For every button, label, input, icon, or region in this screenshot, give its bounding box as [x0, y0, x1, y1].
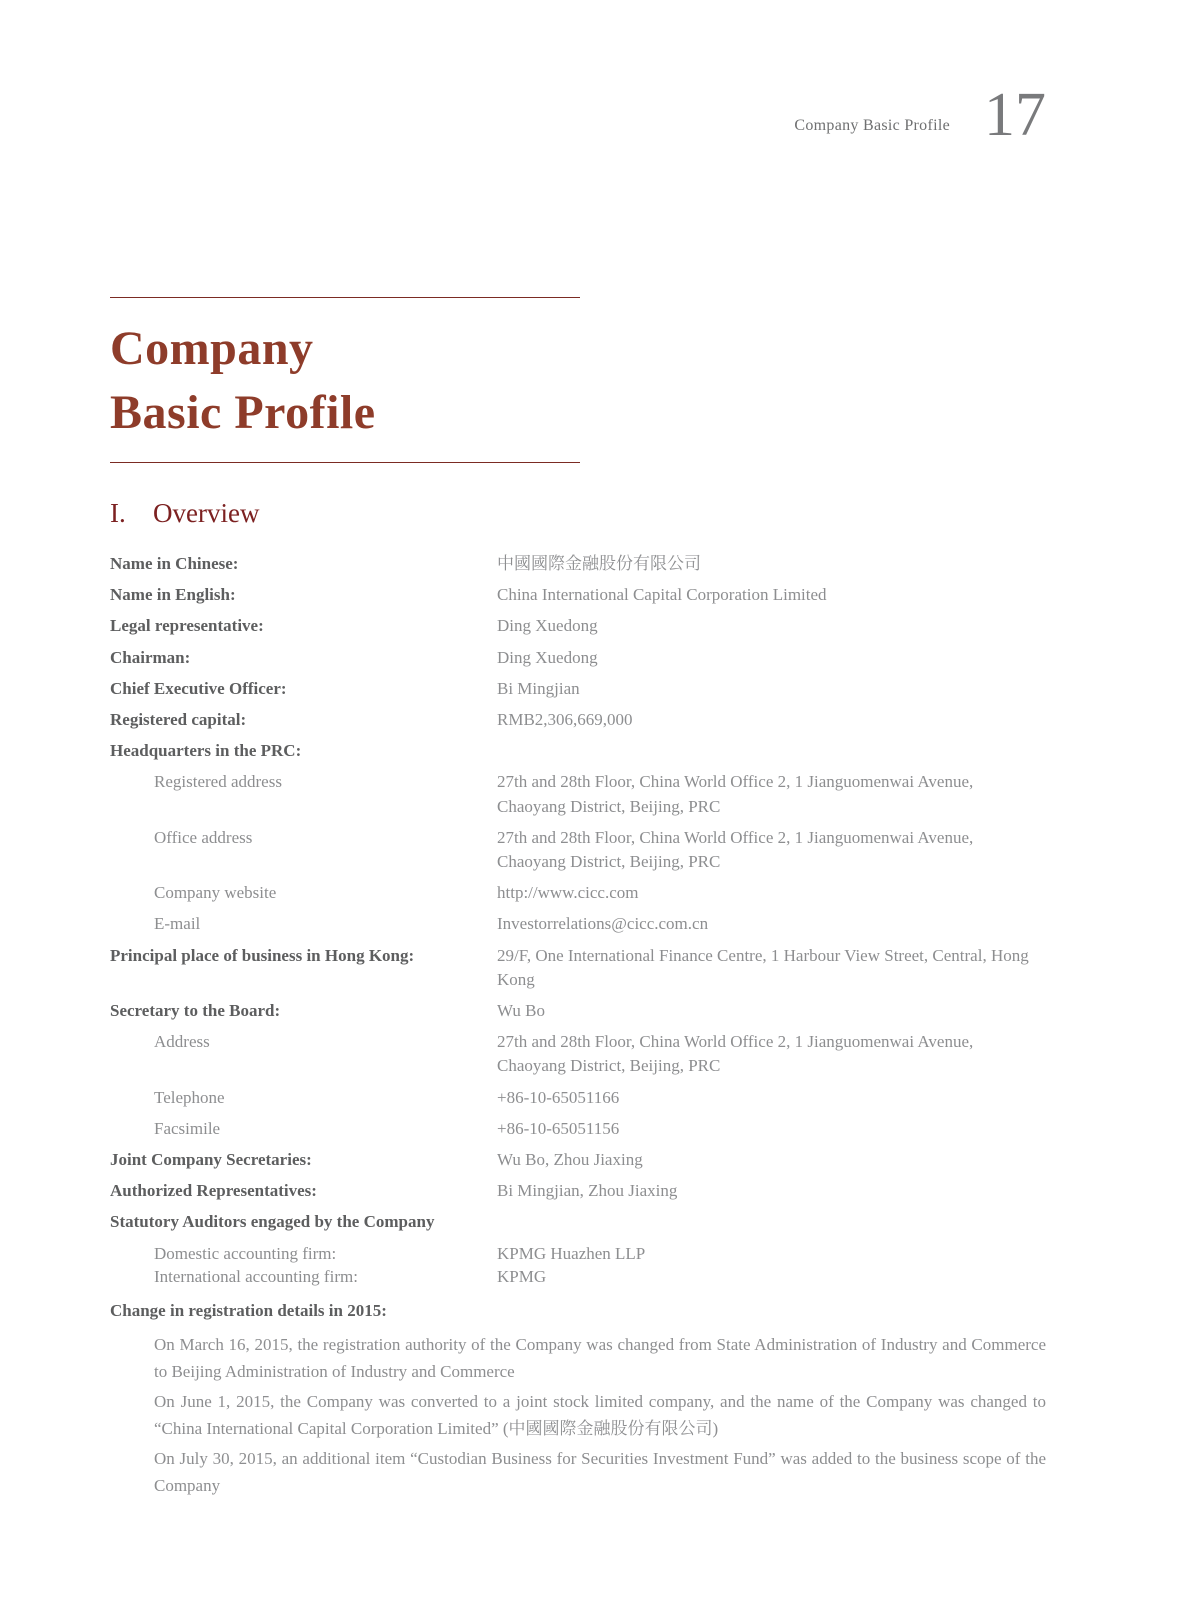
profile-row: [110, 1030, 1046, 1078]
profile-label: Chief Executive Officer:: [110, 678, 287, 698]
profile-label: Chairman:: [110, 647, 191, 667]
section-heading: [110, 497, 1046, 530]
profile-label: Principal place of business in Hong Kong:: [110, 945, 415, 965]
profile-label: Statutory Auditors engaged by the Company: [110, 1212, 435, 1232]
profile-label: Registered address: [154, 772, 282, 792]
profile-row: [110, 1148, 1046, 1172]
registration-change-paragraph: On June 1, 2015, the Company was converted to a joint stock limited company, and the name of the Company was changed to “China International Capital Corporation Limited” (中國國際金融股份有限公司): [154, 1391, 1046, 1439]
profile-value: [497, 1210, 1046, 1234]
profile-label: Office address: [154, 827, 253, 847]
profile-row: [110, 912, 1046, 936]
profile-row: [110, 881, 1046, 905]
profile-label: Company website: [154, 883, 277, 903]
profile-value: Investorrelations@cicc.com.cn: [497, 914, 709, 934]
profile-label: Change in registration details in 2015:: [110, 1300, 387, 1320]
profile-label: Name in Chinese:: [110, 554, 239, 573]
profile-value: 中國國際金融股份有限公司: [497, 554, 701, 573]
profile-label: Secretary to the Board:: [110, 1001, 281, 1021]
section-title: Overview: [153, 498, 260, 528]
profile-label: Legal representative:: [110, 616, 264, 636]
profile-value: 27th and 28th Floor, China World Office 2, 1 Jianguomenwai Avenue, Chaoyang District, Beijing, PRC: [497, 772, 974, 816]
profile-label: Address: [154, 1032, 210, 1052]
page-header: [794, 81, 1046, 149]
profile-value: Bi Mingjian, Zhou Jiaxing: [497, 1181, 678, 1201]
chapter-title-block: [110, 297, 1046, 463]
profile-row: [110, 999, 1046, 1023]
profile-row: [110, 583, 1046, 607]
profile-row: [110, 708, 1046, 732]
profile-label: Domestic accounting firm:: [154, 1243, 337, 1263]
profile-row: [110, 944, 1046, 992]
profile-row: [110, 646, 1046, 670]
profile-row: [110, 1086, 1046, 1110]
profile-table: [110, 552, 1046, 1323]
chapter-title-line2: Basic Profile: [110, 386, 376, 439]
profile-row: [110, 614, 1046, 638]
profile-row: [110, 826, 1046, 874]
profile-value: KPMG: [497, 1267, 547, 1287]
profile-value: KPMG Huazhen LLP: [497, 1243, 646, 1263]
profile-label: Name in English:: [110, 585, 236, 605]
profile-value: +86-10-65051166: [497, 1087, 620, 1107]
profile-label: Facsimile: [154, 1118, 221, 1138]
title-top-rule: [110, 297, 580, 298]
profile-label: Authorized Representatives:: [110, 1181, 317, 1201]
profile-label: Headquarters in the PRC:: [110, 741, 302, 761]
profile-row: [110, 770, 1046, 818]
profile-row: [110, 552, 1046, 576]
chapter-title-line1: Company: [110, 322, 314, 375]
profile-value: 27th and 28th Floor, China World Office 2, 1 Jianguomenwai Avenue, Chaoyang District, Beijing, PRC: [497, 827, 974, 872]
profile-label: International accounting firm:: [154, 1267, 358, 1287]
header-section-label: Company Basic Profile: [794, 117, 950, 134]
profile-value: [497, 1299, 1046, 1323]
section-numeral: I.: [110, 498, 126, 528]
profile-row: [110, 1265, 1046, 1289]
profile-value: Ding Xuedong: [497, 616, 598, 636]
chapter-title: [110, 317, 1046, 445]
profile-value: http://www.cicc.com: [497, 883, 639, 903]
registration-changes: [110, 1331, 1046, 1500]
profile-value: Ding Xuedong: [497, 647, 598, 667]
profile-label: E-mail: [154, 914, 201, 934]
profile-value: 27th and 28th Floor, China World Office 2, 1 Jianguomenwai Avenue, Chaoyang District, Beijing, PRC: [497, 1032, 974, 1076]
profile-value: RMB2,306,669,000: [497, 710, 633, 730]
profile-value: 29/F, One International Finance Centre, 1 Harbour View Street, Central, Hong Kong: [497, 945, 1029, 989]
profile-row: [110, 1299, 1046, 1323]
title-bottom-rule: [110, 462, 580, 463]
profile-value: Bi Mingjian: [497, 678, 580, 698]
profile-row: [110, 1210, 1046, 1234]
profile-value: Wu Bo: [497, 1001, 545, 1021]
profile-label: Joint Company Secretaries:: [110, 1150, 312, 1170]
profile-value: Wu Bo, Zhou Jiaxing: [497, 1150, 643, 1170]
profile-value: +86-10-65051156: [497, 1118, 620, 1138]
profile-row: [110, 677, 1046, 701]
profile-value: China International Capital Corporation Limited: [497, 585, 827, 605]
registration-change-paragraph: On July 30, 2015, an additional item “Custodian Business for Securities Investment Fund” was added to the business scope of the Company: [154, 1448, 1046, 1496]
profile-value: [497, 739, 1046, 763]
profile-row: [110, 739, 1046, 763]
content: [110, 297, 1046, 1502]
profile-label: Registered capital:: [110, 710, 247, 730]
registration-change-paragraph: On March 16, 2015, the registration authority of the Company was changed from State Administration of Industry and Commerce to Beijing Administration of Industry and Commerce: [154, 1334, 1046, 1382]
profile-row: [110, 1117, 1046, 1141]
profile-row: [110, 1179, 1046, 1203]
profile-row: [110, 1242, 1046, 1266]
profile-label: Telephone: [154, 1087, 225, 1107]
page-number: 17: [984, 81, 1046, 149]
